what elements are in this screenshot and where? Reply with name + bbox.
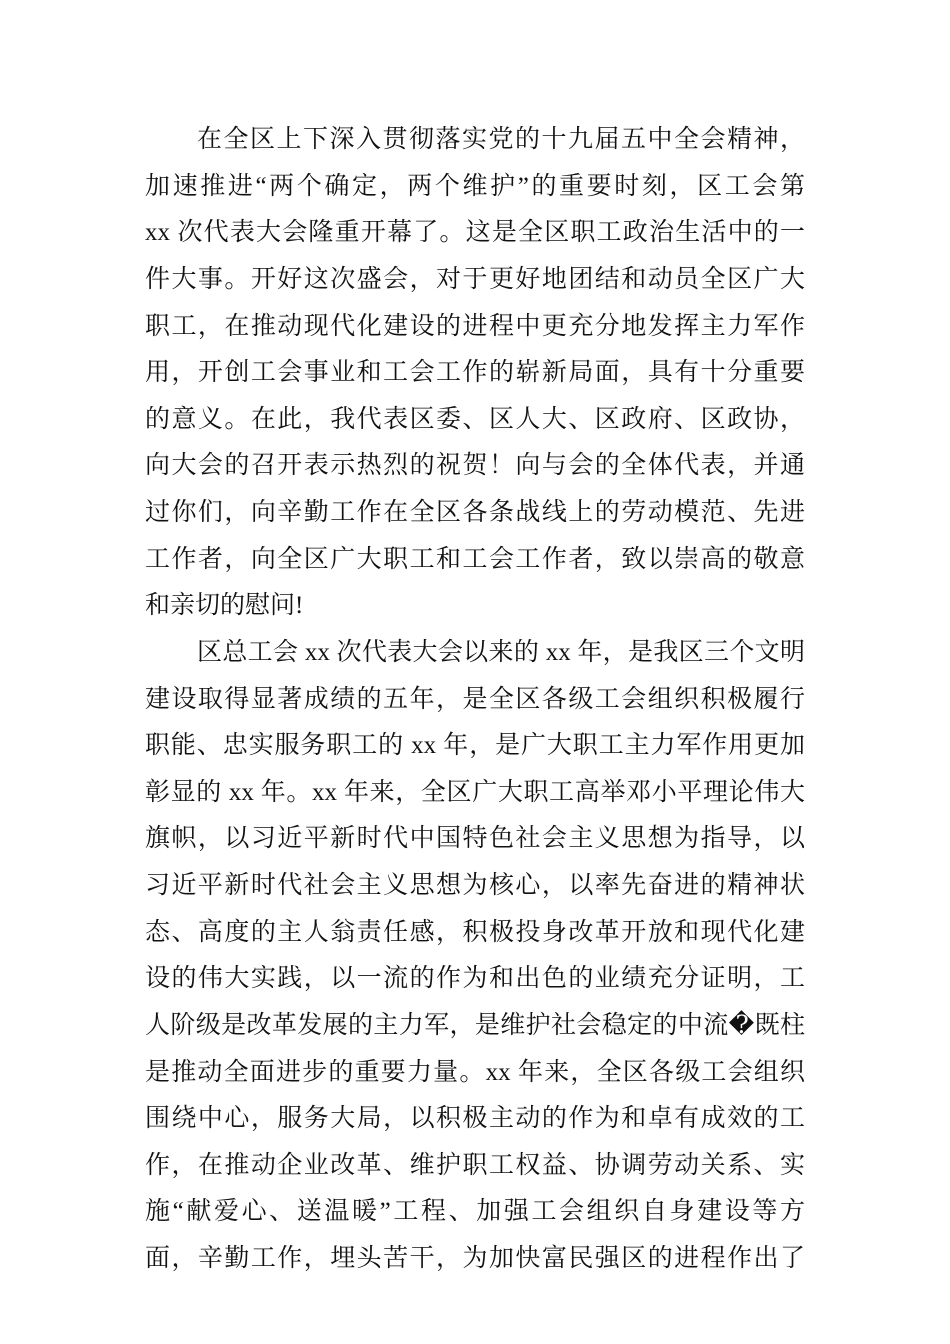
text-line: 建设取得显著成绩的五年，是全区各级工会组织积极履行 (145, 685, 805, 713)
paragraph (145, 630, 805, 1283)
text-line: 作，在推动企业改革、维护职工权益、协调劳动关系、实 (145, 1151, 805, 1179)
text-line: 围绕中心，服务大局，以积极主动的作为和卓有成效的工 (145, 1105, 805, 1133)
text-line: 彰显的 xx 年。xx 年来，全区广大职工高举邓小平理论伟大 (145, 778, 805, 806)
text-line: 和亲切的慰问! (145, 592, 304, 620)
text-line: 加速推进“两个确定，两个维护”的重要时刻，区工会第 (145, 172, 805, 200)
text-line: 习近平新时代社会主义思想为核心，以率先奋进的精神状 (145, 872, 805, 899)
text-line: 过你们，向辛勤工作在全区各条战线上的劳动模范、先进 (145, 499, 805, 526)
text-line: 的意义。在此，我代表区委、区人大、区政府、区政协， (145, 405, 805, 433)
text-line: 工作者，向全区广大职工和工会工作者，致以崇高的敬意 (145, 545, 805, 573)
text-line: 在全区上下深入贯彻落实党的十九届五中全会精神， (197, 126, 805, 153)
text-line: 用，开创工会事业和工会工作的崭新局面，具有十分重要 (145, 359, 805, 387)
document-page (145, 117, 805, 1283)
text-line: 旗帜，以习近平新时代中国特色社会主义思想为指导，以 (145, 825, 805, 853)
text-line: 施“献爱心、送温暖”工程、加强工会组织自身建设等方 (145, 1198, 805, 1226)
text-line: 是推动全面进步的重要力量。xx 年来，全区各级工会组织 (145, 1058, 805, 1086)
text-line: 向大会的召开表示热烈的祝贺！向与会的全体代表，并通 (145, 452, 805, 480)
text-line: 职能、忠实服务职工的 xx 年，是广大职工主力军作用更加 (145, 732, 805, 760)
text-line: 职工，在推动现代化建设的进程中更充分地发挥主力军作 (145, 312, 805, 340)
text-line: 设的伟大实践，以一流的作为和出色的业绩充分证明，工 (145, 965, 805, 993)
text-line: 面，辛勤工作，埋头苦干，为加快富民强区的进程作出了 (145, 1245, 805, 1272)
text-line: xx 次代表大会隆重开幕了。这是全区职工政治生活中的一 (145, 219, 805, 247)
text-line: 人阶级是改革发展的主力军，是维护社会稳定的中流�既柱 (145, 1011, 805, 1039)
paragraph (145, 117, 805, 630)
text-line: 区总工会 xx 次代表大会以来的 xx 年，是我区三个文明 (197, 638, 805, 666)
text-line: 态、高度的主人翁责任感，积极投身改革开放和现代化建 (145, 918, 805, 946)
text-line: 件大事。开好这次盛会，对于更好地团结和动员全区广大 (145, 265, 805, 293)
